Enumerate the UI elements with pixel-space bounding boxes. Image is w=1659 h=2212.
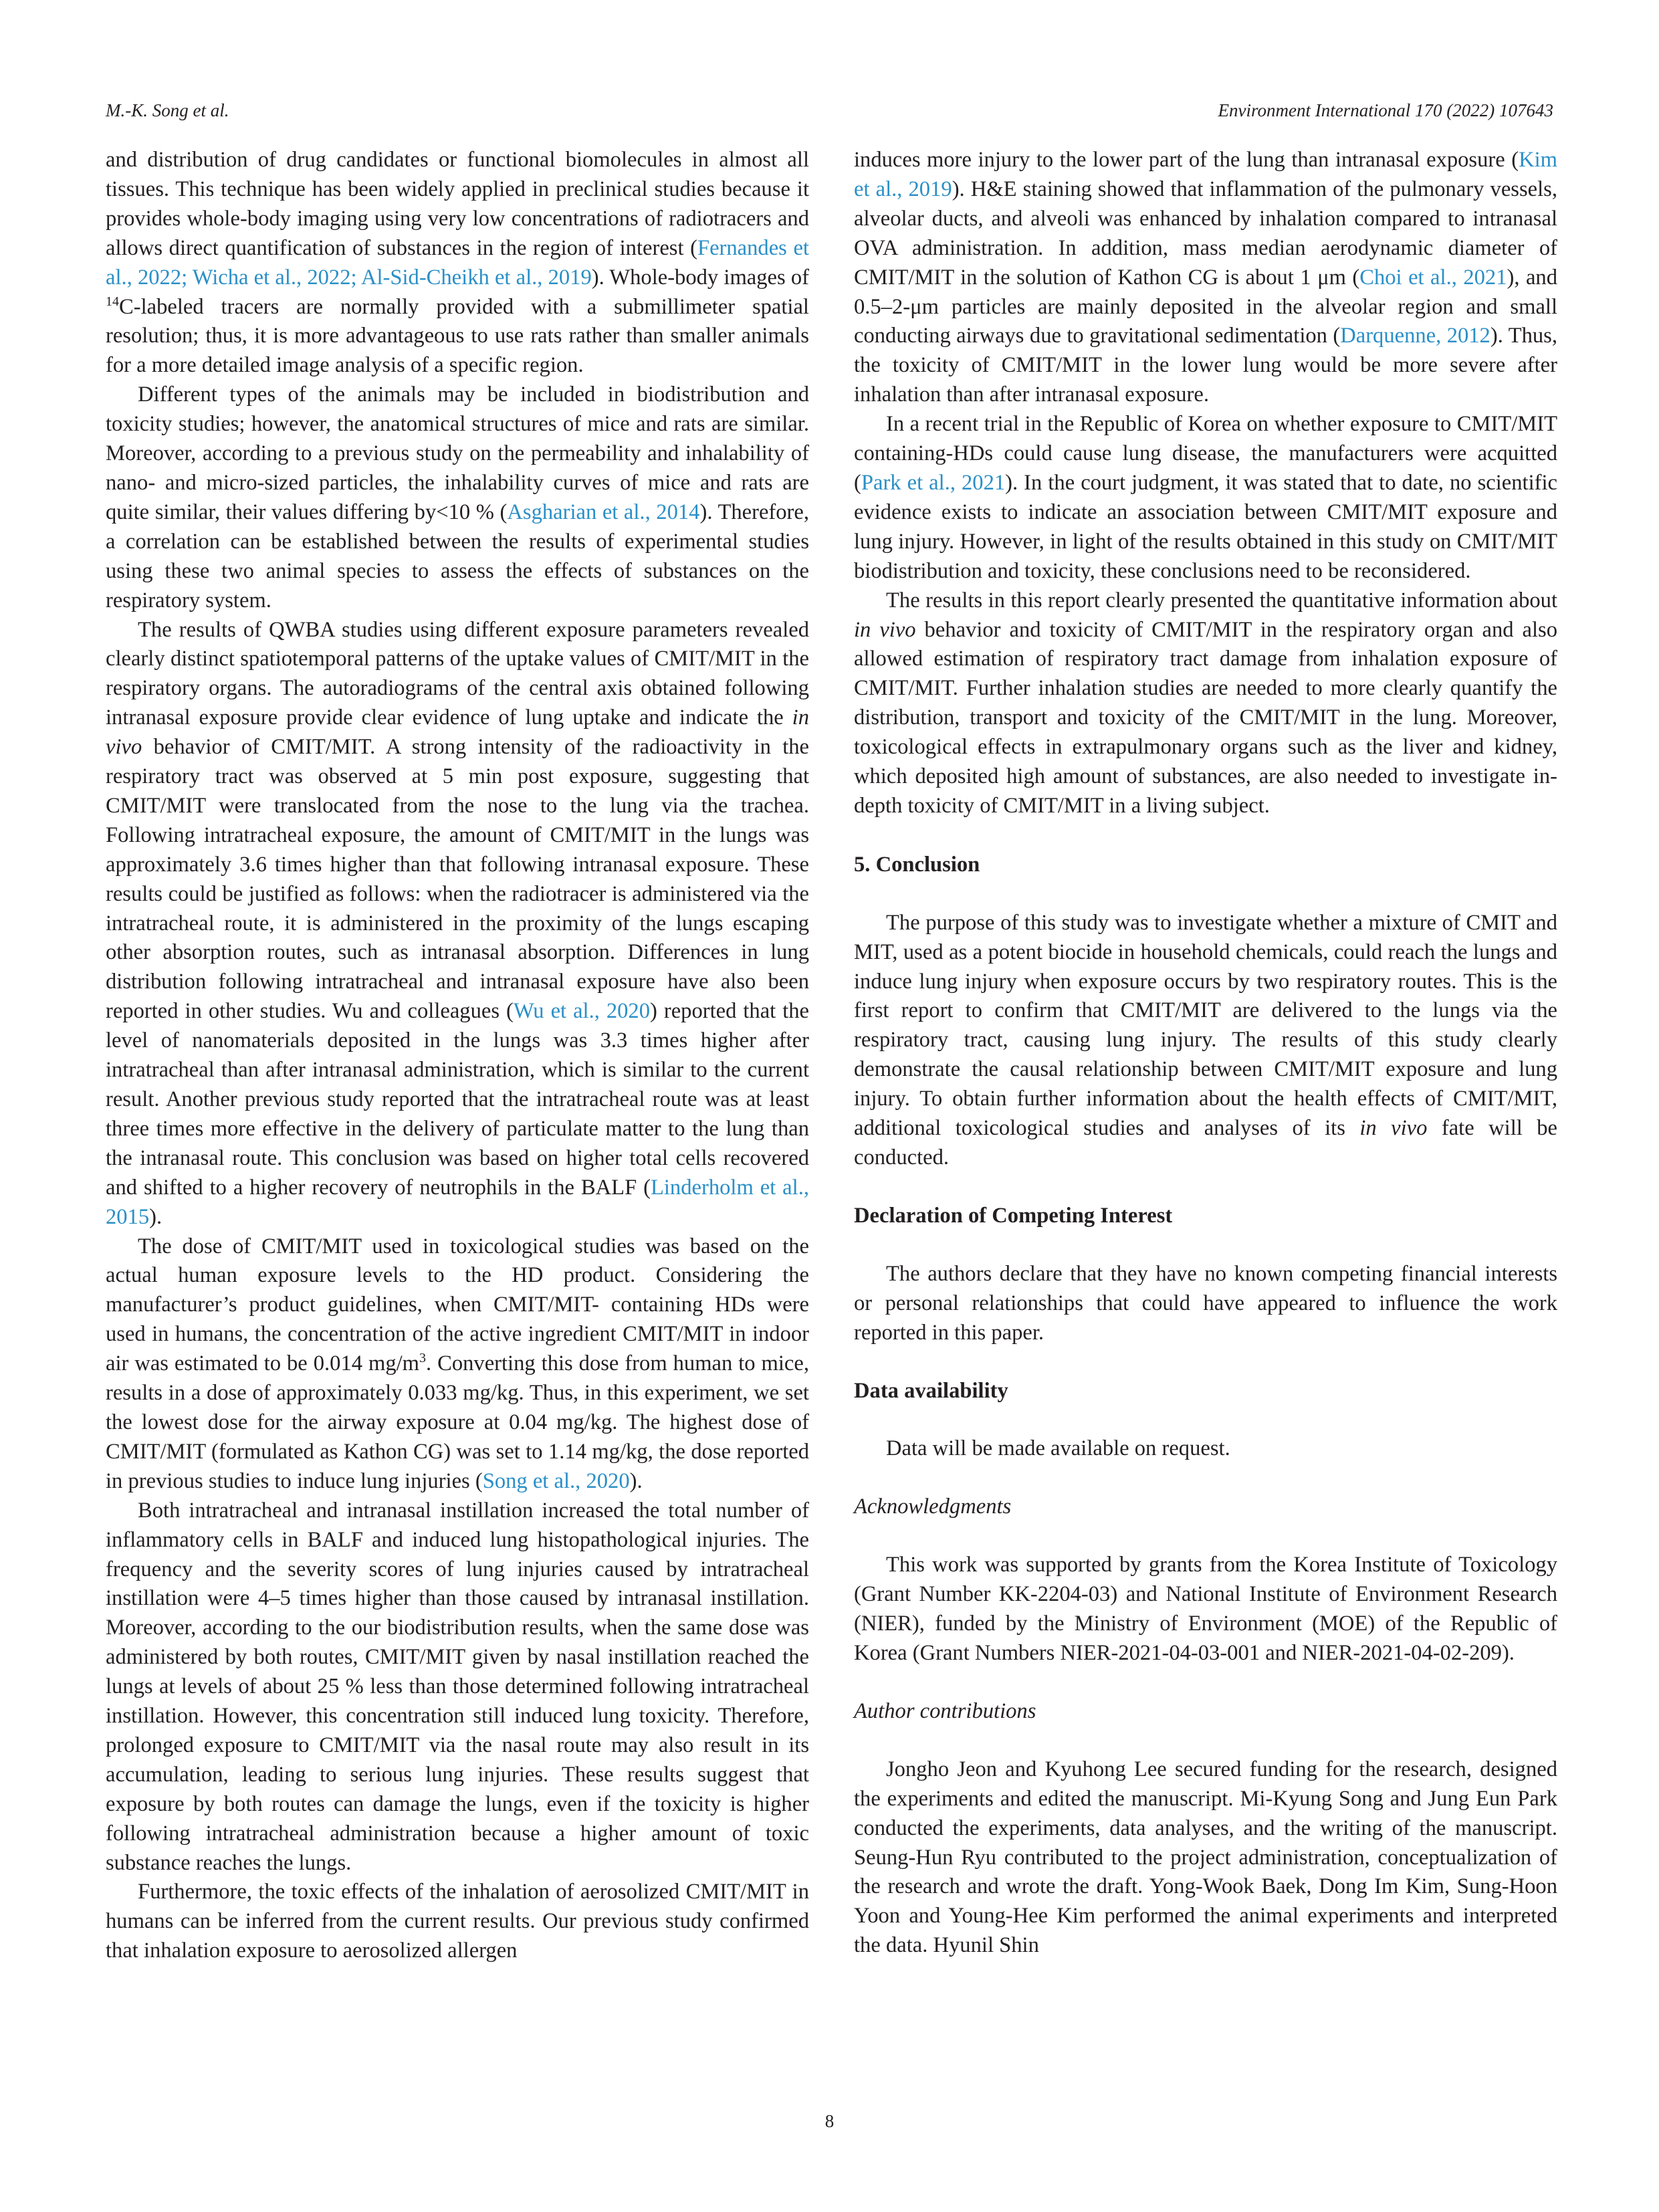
section-heading-conclusion: 5. Conclusion xyxy=(854,852,980,877)
paragraph: The results in this report clearly presented the quantitative information about in vivo behavior and toxicity of CMIT/MIT in the respiratory organ and also allowed estimation of respiratory tract damage from inhalation exposure of CMIT/MIT. Further inhalation studies are needed to more clearly quantify the distribution, transport and toxicity of the CMIT/MIT in the lung. Moreover, toxicological effects in extrapulmonary organs such as the liver and kidney, which deposited high amount of substances, are also needed to investigate in-depth toxicity of CMIT/MIT in a living subject. xyxy=(854,588,1557,818)
citation-link[interactable]: Park et al., 2021 xyxy=(861,470,1006,495)
citation-link[interactable]: Darquenne, 2012 xyxy=(1340,324,1490,348)
citation-link[interactable]: Choi et al., 2021 xyxy=(1359,265,1507,290)
paragraph: induces more injury to the lower part of the lung than intranasal exposure (Kim et al., 2019). H&E staining showed that inflammation of the pulmonary vessels, alveolar ducts, and alveoli was enhanced by inhalation compared to intranasal OVA administration. In addition, mass median aerodynamic diameter of CMIT/MIT in the solution of Kathon CG is about 1 μm (Choi et al., 2021), and 0.5–2-μm particles are mainly deposited in the alveolar region and small conducting airways due to gravitational sedimentation (Darquenne, 2012). Thus, the toxicity of CMIT/MIT in the lower lung would be more severe after inhalation than after intranasal exposure. xyxy=(854,148,1557,407)
page-number: 8 xyxy=(824,2111,835,2131)
paragraph: The results of QWBA studies using different exposure parameters revealed clearly distinct spatiotemporal patterns of the uptake values of CMIT/MIT in the respiratory organs. The autoradiograms of the central axis obtained following intranasal exposure provide clear evidence of lung uptake and indicate the in vivo behavior of CMIT/MIT. A strong intensity of the radioactivity in the respiratory tract was observed at 5 min post exposure, suggesting that CMIT/MIT were translocated from the nose to the lung via the trachea. Following intratracheal exposure, the amount of CMIT/MIT in the lungs was approximately 3.6 times higher than that following intranasal exposure. These results could be justified as follows: when the radiotracer is administered via the intratracheal route, it is administered in the proximity of the lungs escaping other absorption routes, such as intranasal absorption. Differences in lung distribution following intratracheal and intranasal exposure have also been reported in other studies. Wu and colleagues (Wu et al., 2020) reported that the level of nanomaterials deposited in the lungs was 3.3 times higher after intratracheal than after intranasal administration, which is similar to the current result. Another previous study reported that the intratracheal route was at least three times more effective in the delivery of particulate matter to the lung than the intranasal route. This conclusion was based on higher total cells recovered and shifted to a higher recovery of neutrophils in the BALF (Linderholm et al., 2015). xyxy=(106,617,809,1229)
running-head-authors: M.-K. Song et al. xyxy=(106,100,229,120)
citation-link[interactable]: Asgharian et al., 2014 xyxy=(507,500,700,524)
section-heading-author-contributions: Author contributions xyxy=(854,1698,1036,1723)
right-column xyxy=(854,146,1557,1961)
paragraph: Jongho Jeon and Kyuhong Lee secured funding for the research, designed the experiments and edited the manuscript. Mi-Kyung Song and Jung Eun Park conducted the experiments, data analyses, and the writing of the manuscript. Seung-Hun Ryu contributed to the project administration, conceptualization of the research and wrote the draft. Yong-Wook Baek, Dong Im Kim, Sung-Hoon Yoon and Young-Hee Kim performed the animal experiments and interpreted the data. Hyunil Shin xyxy=(854,1757,1557,1958)
section-heading-competing-interest: Declaration of Competing Interest xyxy=(854,1203,1173,1228)
citation-link[interactable]: Linderholm et al., 2015 xyxy=(106,1175,809,1229)
running-head-journal: Environment International 170 (2022) 107643 xyxy=(1218,100,1553,120)
citation-link[interactable]: Kim et al., 2019 xyxy=(854,148,1557,201)
paragraph: The purpose of this study was to investigate whether a mixture of CMIT and MIT, used as a potent biocide in household chemicals, could reach the lungs and induce lung injury when exposure occurs by two respiratory routes. This is the first report to confirm that CMIT/MIT are delivered to the lungs via the respiratory tract, causing lung injury. The results of this study clearly demonstrate the causal relationship between CMIT/MIT exposure and lung injury. To obtain further information about the health effects of CMIT/MIT, additional toxicological studies and analyses of its in vivo fate will be conducted. xyxy=(854,910,1558,1170)
paragraph: and distribution of drug candidates or functional biomolecules in almost all tissues. This technique has been widely applied in preclinical studies because it provides whole-body imaging using very low concentrations of radiotracers and allows direct quantification of substances in the region of interest (Fernandes et al., 2022; Wicha et al., 2022; Al-Sid-Cheikh et al., 2019). Whole-body images of $^{14}$C-labeled tracers are normally provided with a submillimeter spatial resolution; thus, it is more advantageous to use rats rather than smaller animals for a more detailed image analysis of a specific region. xyxy=(106,148,809,378)
section-heading-acknowledgments: Acknowledgments xyxy=(854,1495,1012,1519)
left-column xyxy=(106,146,809,1966)
paragraph: Data will be made available on request. xyxy=(886,1436,1230,1461)
citation-link[interactable]: Wu et al., 2020 xyxy=(513,999,651,1024)
paragraph: Both intratracheal and intranasal instillation increased the total number of inflammatory cells in BALF and induced lung histopathological injuries. The frequency and the severity scores of lung injuries caused by intratracheal instillation were 4–5 times higher than those caused by intranasal instillation. Moreover, according to the our biodistribution results, when the same dose was administered by both routes, CMIT/MIT given by nasal instillation reached the lungs at levels of about 25 % less than those determined following intratracheal instillation. However, this concentration still induced lung toxicity. Therefore, prolonged exposure to CMIT/MIT via the nasal route may also result in its accumulation, leading to serious lung injuries. These results suggest that exposure by both routes can damage the lungs, even if the toxicity is higher following intratracheal administration because a higher amount of toxic substance reaches the lungs. xyxy=(106,1498,809,1875)
paragraph: The dose of CMIT/MIT used in toxicological studies was based on the actual human exposure levels to the HD product. Considering the manufacturer’s product guidelines, when CMIT/MIT- containing HDs were used in humans, the concentration of the active ingredient CMIT/MIT in indoor air was estimated to be 0.014 $mg/m^3$. Converting this dose from human to mice, results in a dose of approximately 0.033 mg/kg. Thus, in this experiment, we set the lowest dose for the airway exposure at 0.04 mg/kg. The highest dose of CMIT/MIT (formulated as Kathon CG) was set to 1.14 mg/kg, the dose reported in previous studies to induce lung injuries (Song et al., 2020). xyxy=(106,1234,809,1493)
paragraph: Furthermore, the toxic effects of the inhalation of aerosolized CMIT/MIT in humans can be inferred from the current results. Our previous study confirmed that inhalation exposure to aerosolized allergen xyxy=(106,1880,809,1963)
citation-link[interactable]: Song et al., 2020 xyxy=(482,1468,630,1493)
paragraph: In a recent trial in the Republic of Korea on whether exposure to CMIT/MIT containing-HDs could cause lung disease, the manufacturers were acquitted (Park et al., 2021). In the court judgment, it was stated that to date, no scientific evidence exists to indicate an association between CMIT/MIT exposure and lung injury. However, in light of the results obtained in this study on CMIT/MIT biodistribution and toxicity, these conclusions need to be reconsidered. xyxy=(854,412,1557,583)
paragraph: Different types of the animals may be included in biodistribution and toxicity studies; however, the anatomical structures of mice and rats are similar. Moreover, according to a previous study on the permeability and inhalability of nano- and micro-sized particles, the inhalability curves of mice and rats are quite similar, their values differing by<10 % (Asgharian et al., 2014). Therefore, a correlation can be established between the results of experimental studies using these two animal species to assess the effects of substances on the respiratory system. xyxy=(106,382,810,613)
paragraph: This work was supported by grants from the Korea Institute of Toxicology (Grant Number KK-2204-03) and National Institute of Environment Research (NIER), funded by the Ministry of Environment (MOE) of the Republic of Korea (Grant Numbers NIER-2021-04-03-001 and NIER-2021-04-02-209). xyxy=(854,1553,1557,1665)
paragraph: The authors declare that they have no known competing financial interests or personal relationships that could have appeared to influence the work reported in this paper. xyxy=(854,1261,1557,1345)
section-heading-data-availability: Data availability xyxy=(854,1378,1008,1403)
citation-link[interactable]: Fernandes et al., 2022; Wicha et al., 2022; Al-Sid-Cheikh et al., 2019 xyxy=(106,235,809,290)
